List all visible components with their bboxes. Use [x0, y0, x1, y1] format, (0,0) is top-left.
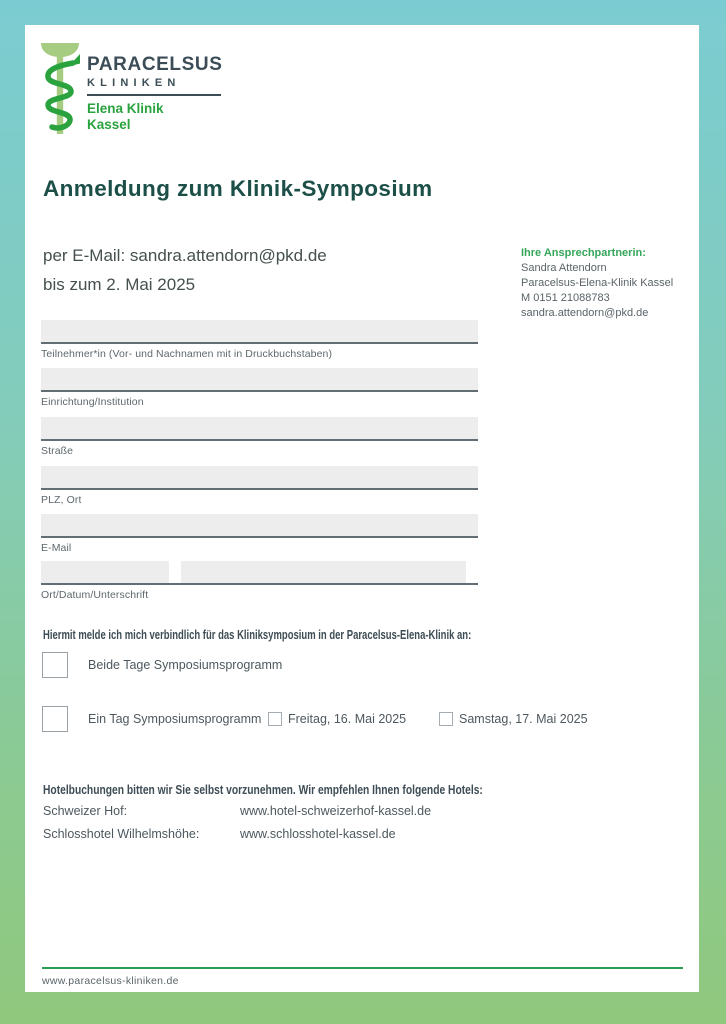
intro-line-email: per E-Mail: sandra.attendorn@pkd.de: [43, 246, 327, 265]
registration-heading: Hiermit melde ich mich verbindlich für das Kliniksymposium in der Paracelsus-Elena-Klinik an:: [43, 627, 472, 642]
hotel-name: Schlosshotel Wilhelmshöhe:: [43, 827, 200, 841]
checkbox-ein-tag[interactable]: [42, 706, 68, 732]
field-label-plz-ort: PLZ, Ort: [41, 494, 82, 506]
checkbox-freitag[interactable]: [268, 712, 282, 726]
logo-subtitle: KLINIKEN: [87, 77, 181, 89]
field-label-strasse: Straße: [41, 445, 74, 457]
form-sheet: [25, 25, 699, 992]
contact-name: Sandra Attendorn: [521, 262, 607, 274]
checkbox-samstag[interactable]: [439, 712, 453, 726]
contact-heading: Ihre Ansprechpartnerin:: [521, 247, 646, 259]
hotel-url: www.schlosshotel-kassel.de: [240, 827, 396, 841]
field-group-email: [41, 514, 478, 554]
field-group-ort-datum-unterschrift: [41, 561, 478, 601]
option-label-freitag: Freitag, 16. Mai 2025: [288, 712, 407, 726]
hotel-row-schlosshotel: [43, 827, 396, 842]
logo-text: [87, 55, 223, 133]
input-plz-ort[interactable]: [41, 466, 478, 488]
input-ort-datum[interactable]: [41, 561, 169, 583]
logo-clinic-name: Elena Klinik: [87, 101, 164, 116]
field-label-email: E-Mail: [41, 542, 72, 554]
field-group-plz-ort: [41, 466, 478, 506]
option-label-ein-tag: Ein Tag Symposiumsprogramm: [88, 712, 262, 726]
footer-divider: [42, 967, 683, 969]
footer-website: www.paracelsus-kliniken.de: [42, 975, 179, 987]
logo-clinic-city: Kassel: [87, 117, 131, 132]
option-label-beide-tage: Beide Tage Symposiumsprogramm: [88, 658, 283, 672]
field-label-teilnehmer: Teilnehmer*in (Vor- und Nachnamen mit in Druckbuchstaben): [41, 348, 333, 360]
input-strasse[interactable]: [41, 417, 478, 439]
intro-line-deadline: bis zum 2. Mai 2025: [43, 275, 196, 294]
contact-email: sandra.attendorn@pkd.de: [521, 307, 649, 319]
input-teilnehmer[interactable]: [41, 320, 478, 342]
input-einrichtung[interactable]: [41, 368, 478, 390]
field-group-strasse: [41, 417, 478, 457]
option-label-samstag: Samstag, 17. Mai 2025: [459, 712, 588, 726]
logo-divider: [87, 94, 221, 96]
field-label-ort-datum-unterschrift: Ort/Datum/Unterschrift: [41, 589, 149, 601]
aesculapius-staff-icon: [40, 41, 80, 137]
contact-phone: M 0151 21088783: [521, 292, 610, 304]
hotel-url: www.hotel-schweizerhof-kassel.de: [240, 804, 432, 818]
logo-brand: PARACELSUS: [87, 54, 223, 75]
registration-heading-wrap: [43, 626, 630, 644]
input-unterschrift[interactable]: [181, 561, 466, 583]
contact-clinic: Paracelsus-Elena-Klinik Kassel: [521, 277, 674, 289]
input-email[interactable]: [41, 514, 478, 536]
field-group-einrichtung: [41, 368, 478, 408]
contact-block: [521, 246, 673, 321]
hotel-name: Schweizer Hof:: [43, 804, 128, 818]
field-group-teilnehmer: [41, 320, 478, 360]
checkbox-beide-tage[interactable]: [42, 652, 68, 678]
page-title: Anmeldung zum Klinik-Symposium: [43, 176, 433, 201]
hotels-heading: Hotelbuchungen bitten wir Sie selbst vorzunehmen. Wir empfehlen Ihnen folgende Hotels:: [43, 782, 483, 797]
hotels-heading-wrap: [43, 781, 600, 799]
field-label-einrichtung: Einrichtung/Institution: [41, 396, 144, 408]
hotel-row-schweizer-hof: [43, 804, 432, 819]
intro-text: [43, 241, 327, 299]
